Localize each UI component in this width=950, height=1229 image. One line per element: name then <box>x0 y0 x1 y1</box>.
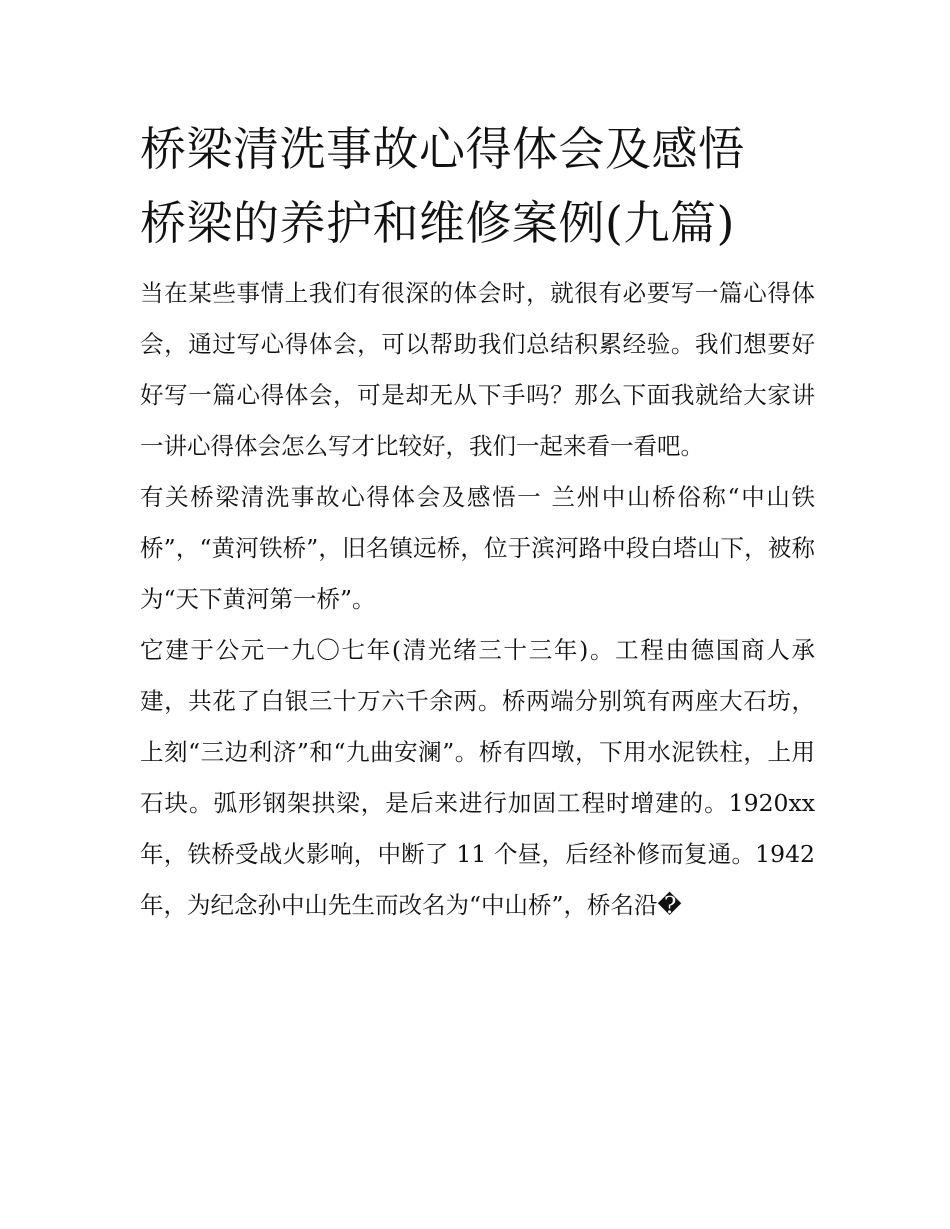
title-line-2: 桥梁的养护和维修案例(九篇) <box>140 196 735 250</box>
paragraph-bridge-history: 它建于公元一九〇七年(清光绪三十三年)。工程由德国商人承建，共花了白银三十万六千余两。桥两端分别筑有两座大石坊，上刻“三边利济”和“九曲安澜”。桥有四墩，下用水泥铁柱，上用石块。弧形钢架拱梁，是后来进行加固工程时增建的。1920xx 年，铁桥受战火影响，中断了 11 个昼，后经补修而复通。1942 年，为纪念孙中山先生而改名为“中山桥”，桥名沿� <box>140 636 815 919</box>
paragraph-intro: 当在某些事情上我们有很深的体会时，就很有必要写一篇心得体会，通过写心得体会，可以帮助我们总结积累经验。我们想要好好写一篇心得体会，可是却无从下手吗？那么下面我就给大家讲一讲心得体会怎么写才比较好，我们一起来看一看吧。 <box>140 279 815 460</box>
paragraph-bridge-intro: 有关桥梁清洗事故心得体会及感悟一 兰州中山桥俗称“中山铁桥”，“黄河铁桥”，旧名镇远桥，位于滨河路中段白塔山下，被称为“天下黄河第一桥”。 <box>140 483 815 613</box>
document-title <box>140 112 815 260</box>
document-content <box>140 112 815 931</box>
title-line-1: 桥梁清洗事故心得体会及感悟 <box>140 122 745 176</box>
document-body <box>140 268 815 931</box>
